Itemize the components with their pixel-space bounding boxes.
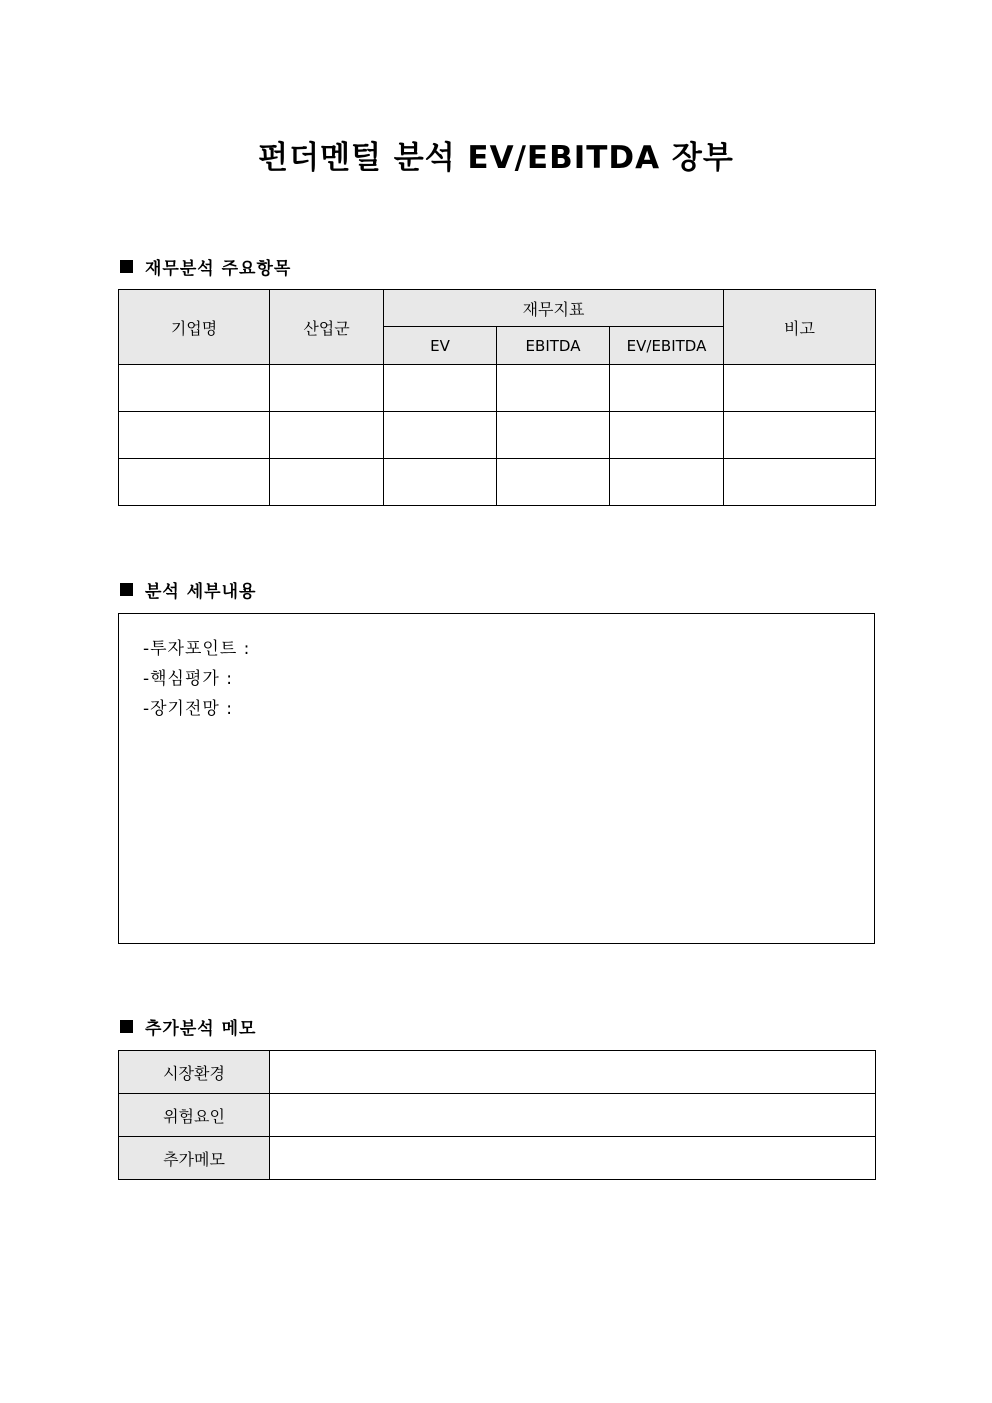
square-bullet-icon [120, 583, 133, 596]
page-title: 펀더멘털 분석 EV/EBITDA 장부 [258, 140, 734, 176]
value-risk-factors[interactable] [270, 1094, 876, 1137]
memo-table [118, 1050, 876, 1180]
header-ebitda: EBITDA [497, 327, 610, 365]
value-market-environment[interactable] [270, 1051, 876, 1094]
header-financial-indicators: 재무지표 [384, 290, 724, 327]
cell-industry[interactable] [270, 365, 384, 412]
header-remarks: 비고 [724, 290, 876, 365]
header-ev-ebitda: EV/EBITDA [610, 327, 724, 365]
detail-core-evaluation: -핵심평가 : [143, 669, 233, 689]
label-additional-memo: 추가메모 [119, 1137, 270, 1180]
cell-ebitda[interactable] [497, 459, 610, 506]
cell-ev[interactable] [384, 459, 497, 506]
table-row [119, 1094, 876, 1137]
table-row [119, 365, 876, 412]
cell-ebitda[interactable] [497, 412, 610, 459]
cell-ev[interactable] [384, 365, 497, 412]
cell-company[interactable] [119, 365, 270, 412]
table-row [119, 412, 876, 459]
section-memo-heading [120, 1014, 256, 1039]
section-memo-heading-text: 추가분석 메모 [145, 1019, 257, 1039]
header-company: 기업명 [119, 290, 270, 365]
square-bullet-icon [120, 260, 133, 273]
section-detail-heading-text: 분석 세부내용 [145, 582, 257, 602]
cell-industry[interactable] [270, 412, 384, 459]
square-bullet-icon [120, 1020, 133, 1033]
detail-content-box[interactable] [118, 613, 875, 944]
table-row [119, 1051, 876, 1094]
cell-industry[interactable] [270, 459, 384, 506]
header-industry: 산업군 [270, 290, 384, 365]
detail-long-term-outlook: -장기전망 : [143, 699, 233, 719]
header-ev: EV [384, 327, 497, 365]
value-additional-memo[interactable] [270, 1137, 876, 1180]
table-row [119, 1137, 876, 1180]
section-detail-heading [120, 577, 256, 602]
section-financial-heading-text: 재무분석 주요항목 [145, 259, 292, 279]
detail-investment-point: -투자포인트 : [143, 639, 251, 659]
financial-table [118, 289, 876, 506]
cell-ebitda[interactable] [497, 365, 610, 412]
table-row [119, 459, 876, 506]
cell-ev[interactable] [384, 412, 497, 459]
cell-company[interactable] [119, 459, 270, 506]
section-financial-heading [120, 254, 291, 279]
label-market-environment: 시장환경 [119, 1051, 270, 1094]
cell-ev-ebitda[interactable] [610, 365, 724, 412]
cell-ev-ebitda[interactable] [610, 459, 724, 506]
cell-remarks[interactable] [724, 365, 876, 412]
cell-company[interactable] [119, 412, 270, 459]
cell-ev-ebitda[interactable] [610, 412, 724, 459]
cell-remarks[interactable] [724, 412, 876, 459]
label-risk-factors: 위험요인 [119, 1094, 270, 1137]
cell-remarks[interactable] [724, 459, 876, 506]
